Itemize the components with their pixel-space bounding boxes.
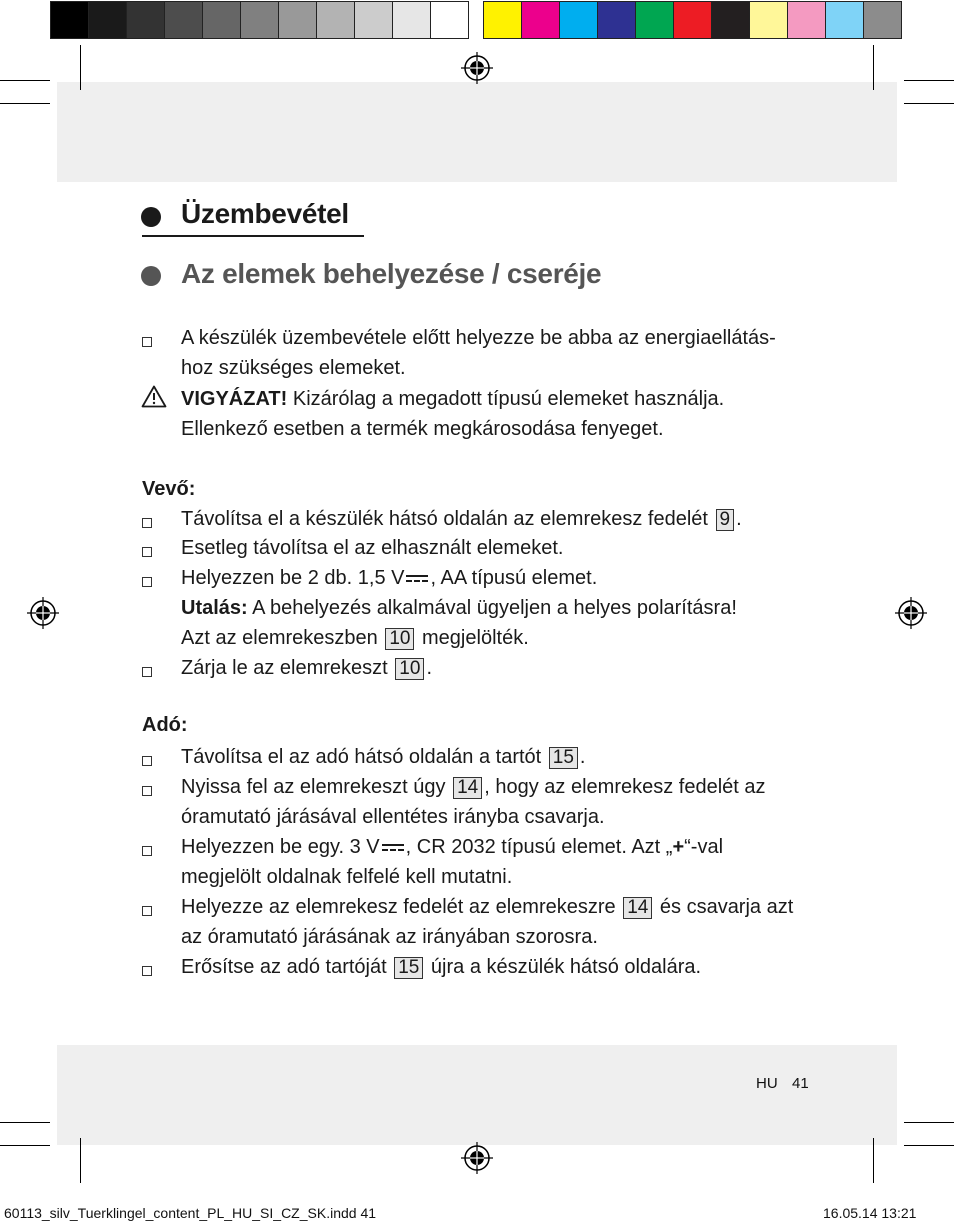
step-text: és csavarja azt — [654, 896, 794, 918]
plus-sign: + — [672, 836, 685, 858]
step-text: , hogy az elemrekesz fedelét az — [484, 776, 766, 798]
step-text: Helyezzen be 2 db. 1,5 V — [181, 567, 405, 589]
step-text: Helyezzen be egy. 3 V — [181, 836, 380, 858]
section-heading: Az elemek behelyezése / cseréje — [181, 258, 602, 289]
part-ref-9: 9 — [716, 509, 735, 531]
color-swatch — [431, 2, 468, 38]
transmitter-step-1 — [181, 745, 585, 769]
color-swatch — [598, 2, 635, 38]
note-body: A behelyezés alkalmával ügyeljen a helyes polarításra! — [247, 597, 737, 619]
step-text: . — [736, 508, 742, 530]
color-swatch — [203, 2, 240, 38]
checkbox-bullet-icon — [142, 518, 152, 528]
dc-voltage-icon — [406, 574, 428, 584]
part-ref-14: 14 — [453, 777, 482, 799]
step-text: Távolítsa el a készülék hátsó oldalán az elemrekesz fedelét — [181, 508, 714, 530]
intro-line: A készülék üzembevétele előtt helyezze be abba az energiaellátás- — [181, 327, 776, 349]
part-ref-10: 10 — [385, 628, 414, 650]
warning-text: Ellenkező esetben a termék megkárosodása fenyeget. — [181, 418, 664, 440]
dc-voltage-icon — [382, 843, 404, 853]
color-swatch — [788, 2, 825, 38]
transmitter-step-4 — [181, 895, 793, 919]
warning-text — [181, 387, 724, 411]
color-swatch — [750, 2, 787, 38]
step-text: újra a készülék hátsó oldalára. — [425, 956, 702, 978]
page-title: Üzembevétel — [181, 198, 349, 229]
receiver-note — [181, 596, 737, 620]
part-ref-14: 14 — [623, 897, 652, 919]
transmitter-step-3 — [181, 835, 723, 859]
color-swatch — [317, 2, 354, 38]
step-text: , CR 2032 típusú elemet. Azt „ — [405, 836, 673, 858]
part-ref-10: 10 — [395, 658, 424, 680]
part-ref-15: 15 — [394, 957, 423, 979]
title-underline — [142, 235, 364, 237]
receiver-step-3 — [181, 566, 597, 590]
print-slug-date: 16.05.14 13:21 — [823, 1205, 917, 1221]
transmitter-step-2 — [181, 775, 766, 799]
warning-body: Kizárólag a megadott típusú elemeket használja. — [287, 388, 725, 410]
color-swatch — [674, 2, 711, 38]
checkbox-bullet-icon — [142, 966, 152, 976]
transmitter-heading: Adó: — [142, 714, 188, 736]
note-body: megjelölték. — [416, 627, 529, 649]
color-swatch — [127, 2, 164, 38]
receiver-step-1 — [181, 507, 742, 531]
step-text: “-val — [684, 836, 724, 858]
bullet-dot-icon — [141, 207, 161, 227]
color-swatch — [355, 2, 392, 38]
bullet-dot-icon — [141, 266, 161, 286]
color-swatch — [560, 2, 597, 38]
step-text: Erősítse az adó tartóját — [181, 956, 393, 978]
transmitter-step-2-cont: óramutató járásával ellentétes irányba csavarja. — [181, 806, 605, 828]
step-text: Nyissa fel az elemrekeszt úgy — [181, 776, 452, 798]
color-swatch — [279, 2, 316, 38]
color-swatch — [165, 2, 202, 38]
checkbox-bullet-icon — [142, 337, 152, 347]
color-swatch — [89, 2, 126, 38]
color-swatch — [826, 2, 863, 38]
color-swatch — [51, 2, 88, 38]
receiver-note — [181, 626, 529, 650]
color-swatch — [484, 2, 521, 38]
header-band — [57, 82, 897, 182]
transmitter-step-5 — [181, 955, 701, 979]
color-swatch — [522, 2, 559, 38]
registration-mark-icon — [461, 1142, 493, 1174]
receiver-step-4 — [181, 656, 432, 680]
registration-mark-icon — [27, 597, 59, 629]
checkbox-bullet-icon — [142, 786, 152, 796]
intro-line: hoz szükséges elemeket. — [181, 357, 406, 379]
page-number: 41 — [792, 1075, 809, 1092]
checkbox-bullet-icon — [142, 547, 152, 557]
warning-triangle-icon — [141, 385, 167, 408]
color-swatch — [636, 2, 673, 38]
registration-mark-icon — [461, 52, 493, 84]
note-body: Azt az elemrekeszben — [181, 627, 384, 649]
language-code: HU — [756, 1075, 778, 1092]
transmitter-step-3-cont: megjelölt oldalnak felfelé kell mutatni. — [181, 866, 513, 888]
step-text: , AA típusú elemet. — [430, 567, 598, 589]
print-slug-file: 60113_silv_Tuerklingel_content_PL_HU_SI_CZ_SK.indd 41 — [4, 1205, 377, 1221]
note-label: Utalás: — [181, 597, 248, 619]
receiver-step-2: Esetleg távolítsa el az elhasznált elemeket. — [181, 537, 564, 559]
transmitter-step-4-cont: az óramutató járásának az irányában szorosra. — [181, 926, 598, 948]
step-text: . — [579, 746, 586, 768]
color-swatch — [712, 2, 749, 38]
step-text: . — [426, 657, 432, 679]
checkbox-bullet-icon — [142, 906, 152, 916]
registration-mark-icon — [895, 597, 927, 629]
step-text: Távolítsa el az adó hátsó oldalán a tartót — [181, 746, 547, 768]
color-swatch — [864, 2, 901, 38]
step-text: Helyezze az elemrekesz fedelét az elemrekeszre — [181, 896, 622, 918]
footer-band — [57, 1045, 897, 1145]
color-swatch — [393, 2, 430, 38]
part-ref-15: 15 — [549, 747, 578, 769]
checkbox-bullet-icon — [142, 846, 152, 856]
checkbox-bullet-icon — [142, 756, 152, 766]
checkbox-bullet-icon — [142, 577, 152, 587]
checkbox-bullet-icon — [142, 667, 152, 677]
receiver-heading: Vevő: — [142, 478, 196, 500]
warning-label: VIGYÁZAT! — [181, 388, 288, 410]
step-text: Zárja le az elemrekeszt — [181, 657, 394, 679]
color-swatch — [241, 2, 278, 38]
